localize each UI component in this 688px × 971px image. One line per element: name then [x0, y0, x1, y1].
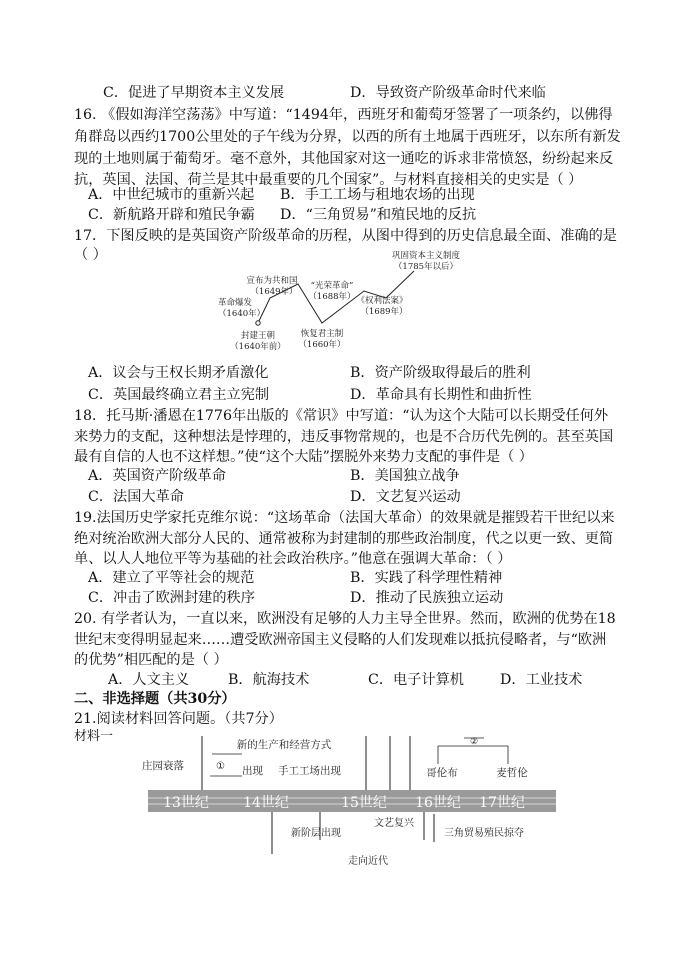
timeline-manor: 庄园衰落 [142, 760, 184, 772]
timeline-magellan: 麦哲伦 [496, 767, 528, 779]
timeline-columbus: 哥伦布 [426, 767, 458, 779]
timeline-workshop: 手工工场出现 [278, 765, 341, 777]
q19-stem-line-3: 单、以人人地位平等为基础的社会政治秩序。”他意在强调大革命：（ ） [74, 551, 512, 567]
q15-option-c: C．促进了早期资本主义发展 [103, 85, 285, 101]
diagram-feudal-date: （1640年前） [230, 342, 286, 352]
q19-option-b: B．实践了科学理性精神 [350, 570, 503, 586]
diagram-republic-date: （1649年） [250, 287, 298, 297]
q17-revolution-diagram [214, 246, 484, 356]
q19-option-c: C．冲击了欧洲封建的秩序 [88, 590, 255, 606]
q16-stem-line-2: 角群岛以西约1700公里处的子午线为分界，以西的所有土地属于西班牙，以东所有新发 [74, 129, 621, 145]
q19-option-a: A．建立了平等社会的规范 [88, 570, 255, 586]
diagram-republic: 宣布为共和国 [246, 276, 298, 286]
q19-stem-line-2: 绝对统治欧洲大部分人民的、通常被称为封建制的那些政治制度，代之以更一致、更简 [74, 531, 614, 547]
century-16: 16世纪 [415, 795, 461, 811]
q21-timeline-diagram [138, 732, 578, 872]
timeline-renaissance: 文艺复兴 [374, 818, 414, 829]
q18-stem-line-2: 来势力的支配，这种想法是悖理的，违反事物常规的，也是不合历代先例的。甚至英国 [74, 429, 614, 445]
q18-option-b: B．美国独立战争 [350, 468, 460, 484]
timeline-blank-1: ① [216, 761, 225, 772]
diagram-bill: 《权利法案》 [356, 296, 408, 306]
q16-stem-line-4: 抗，英国、法国、荷兰是其中最重要的几个国家”。与材料直接相关的史实是（ ） [74, 172, 583, 188]
diagram-consolidate: 巩固资本主义制度 [391, 251, 461, 261]
q20-option-d: D．工业技术 [500, 672, 583, 688]
q15-option-d: D．导致资产阶级革命时代来临 [350, 85, 546, 101]
timeline-new-mode: 新的生产和经营方式 [236, 739, 332, 751]
timeline-new-class: 新阶层出现 [291, 828, 341, 839]
q17-option-b: B．资产阶级取得最后的胜利 [350, 365, 531, 381]
q16-option-a: A．中世纪城市的重新兴起 [88, 187, 255, 203]
timeline-modern: 走向近代 [348, 856, 388, 867]
century-17: 17世纪 [479, 795, 525, 811]
q17-option-c: C．英国最终确立君主立宪制 [88, 387, 270, 403]
q17-stem-line-1: 17．下图反映的是英国资产阶级革命的历程，从图中得到的历史信息最全面、准确的是 [74, 228, 617, 244]
diagram-consolidate-date: （1785年以后） [393, 262, 459, 272]
q18-option-d: D．文艺复兴运动 [350, 489, 461, 505]
timeline-appear: 出现 [242, 765, 263, 777]
q16-option-b: B．手工工场与租地农场的出现 [280, 187, 475, 203]
q16-stem-line-1: 16. 《假如海洋空荡荡》中写道：“1494年，西班牙和葡萄牙签署了一项条约，以佛得 [74, 107, 613, 123]
century-15: 15世纪 [341, 795, 387, 811]
century-14: 14世纪 [243, 795, 289, 811]
diagram-glorious: “光荣革命” [310, 281, 354, 291]
q16-option-d: D．“三角贸易”和殖民地的反抗 [280, 207, 477, 223]
diagram-glorious-date: （1688年） [308, 292, 356, 302]
q17-option-d: D．革命具有长期性和曲折性 [350, 387, 532, 403]
q17-option-a: A．议会与王权长期矛盾激化 [88, 365, 269, 381]
section-heading: 二、非选择题（共30分） [74, 691, 236, 707]
q21-material-label: 材料一 [74, 729, 114, 744]
q18-stem-line-3: 最有自信的人也不这样想。”使“这个大陆”摆脱外来势力支配的事件是（ ） [74, 449, 533, 465]
timeline-triangle-trade: 三角贸易殖民掠夺 [444, 828, 524, 839]
diagram-bill-date: （1689年） [360, 307, 408, 317]
q20-stem-line-3: 的优势”相匹配的是（ ） [74, 652, 228, 668]
q20-option-a: A．人文主义 [108, 672, 190, 688]
q21-stem: 21.阅读材料回答问题。（共7分） [74, 711, 283, 727]
timeline-blank-2: ② [469, 737, 479, 747]
q19-option-d: D．推动了民族独立运动 [350, 590, 504, 606]
q20-stem-line-1: 20. 有学者认为，一直以来，欧洲没有足够的人力主导全世界。然而，欧洲的优势在18 [74, 611, 616, 627]
q18-option-a: A．英国资产阶级革命 [88, 468, 226, 484]
q20-option-b: B．航海技术 [228, 672, 310, 688]
q18-option-c: C．法国大革命 [88, 489, 184, 505]
q16-option-c: C．新航路开辟和殖民争霸 [88, 207, 255, 223]
diagram-outbreak: 革命爆发 [218, 298, 253, 308]
diagram-restoration-date: （1660年） [298, 340, 346, 350]
diagram-restoration: 恢复君主制 [300, 329, 344, 339]
q20-stem-line-2: 世纪末变得明显起来……遭受欧洲帝国主义侵略的人们发现难以抵抗侵略者，与“欧洲 [74, 632, 607, 648]
q20-option-c: C．电子计算机 [368, 672, 464, 688]
q16-stem-line-3: 现的土地则属于葡萄牙。毫不意外，其他国家对这一通吃的诉求非常愤怒，纷纷起来反 [74, 151, 614, 167]
century-13: 13世纪 [163, 795, 209, 811]
q18-stem-line-1: 18．托马斯·潘恩在1776年出版的《常识》中写道：“认为这个大陆可以长期受任何外 [74, 408, 609, 424]
diagram-feudal: 封建王朝 [240, 331, 276, 341]
q19-stem-line-1: 19.法国历史学家托克维尔说：“这场革命（法国大革命）的效果就是摧毁若干世纪以来 [74, 510, 615, 526]
diagram-outbreak-date: （1640年） [218, 309, 266, 319]
q17-stem-line-2: （ ） [74, 247, 107, 263]
